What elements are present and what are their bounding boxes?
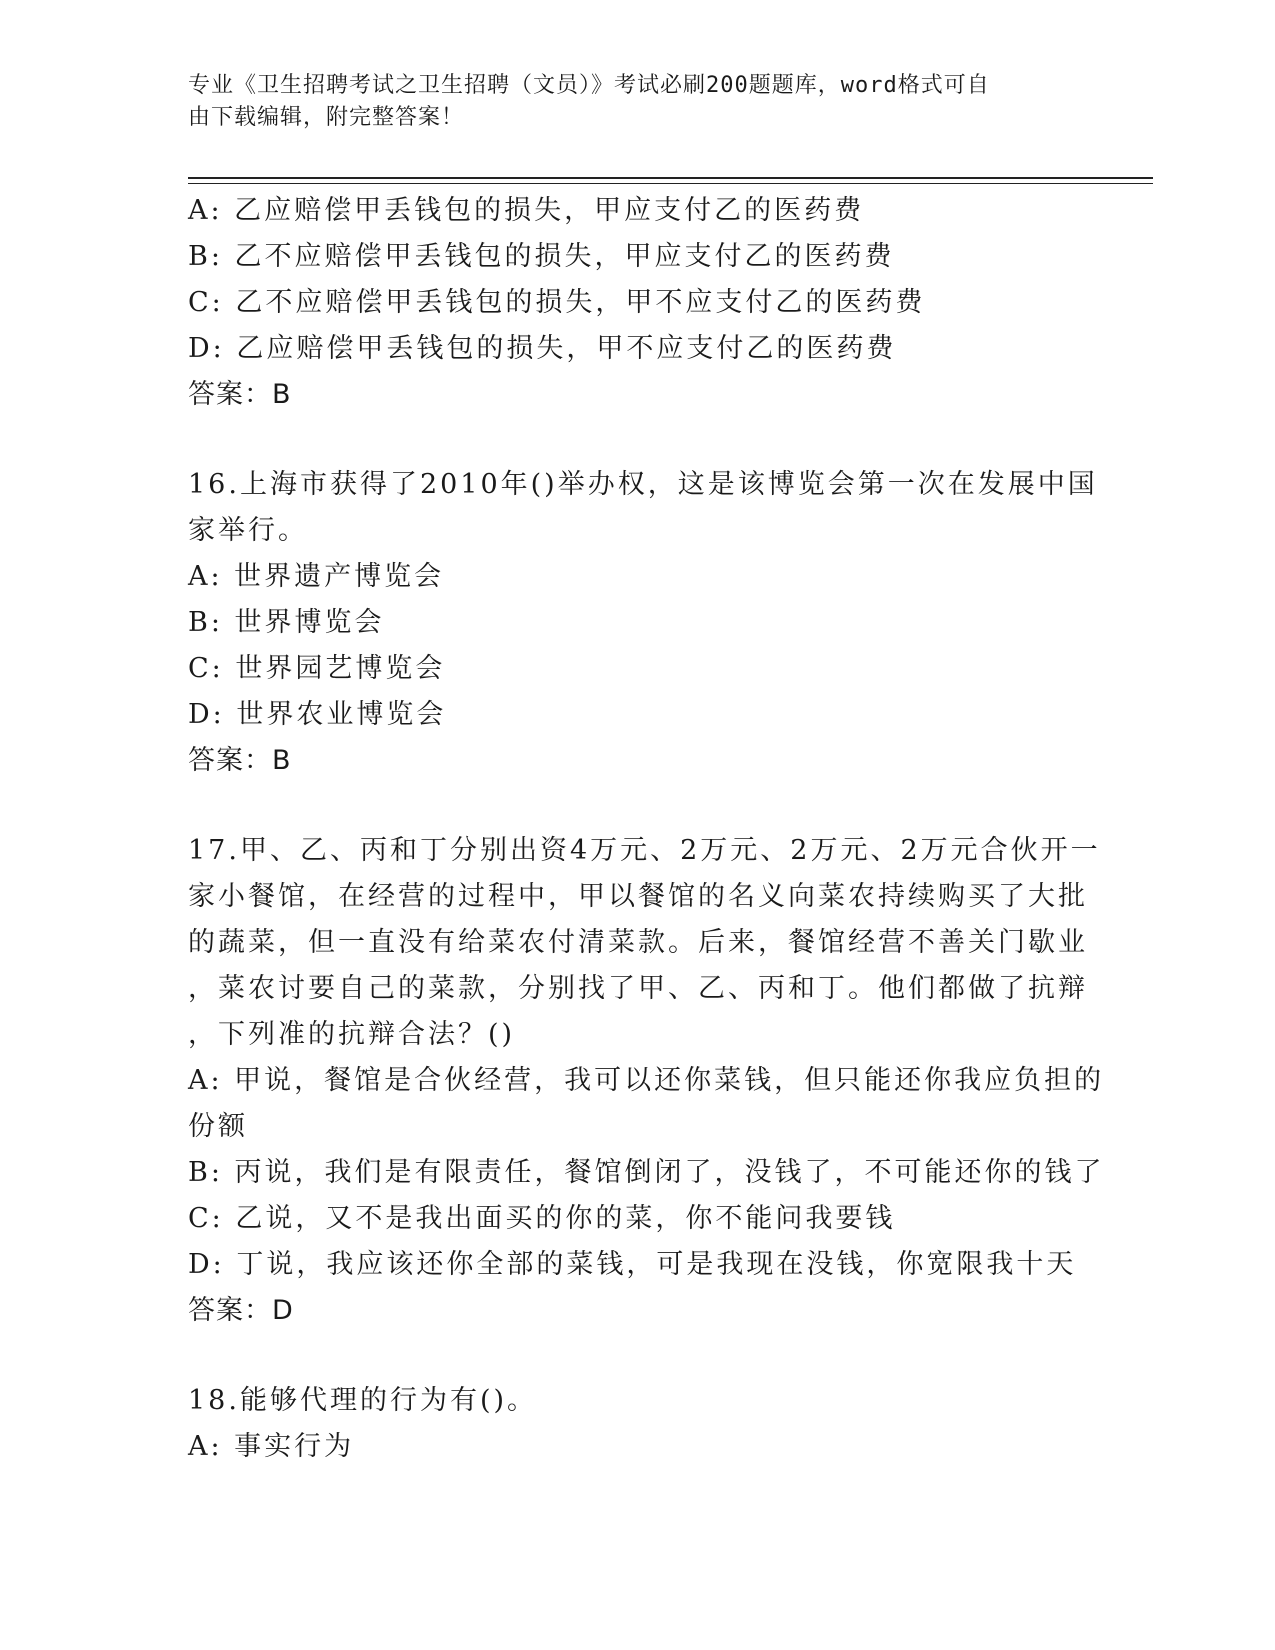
question-17-block: [188, 828, 1105, 1334]
question-text-line: 18.能够代理的行为有()。: [188, 1385, 538, 1416]
spacer: [188, 1334, 1088, 1378]
option-a: A: 乙应赔偿甲丢钱包的损失，甲应支付乙的医药费: [188, 195, 865, 226]
question-text-line: 家小餐馆，在经营的过程中，甲以餐馆的名义向菜农持续购买了大批: [188, 881, 1088, 912]
header-divider-thick: [188, 177, 1153, 179]
question-text-line: 的蔬菜，但一直没有给菜农付清菜款。后来，餐馆经营不善关门歇业: [188, 927, 1088, 958]
header-title-line-2: 由下载编辑，附完整答案！: [188, 105, 465, 130]
option-d: D: 世界农业博览会: [188, 699, 447, 730]
option-a: A: 世界遗产博览会: [188, 561, 445, 592]
question-text-line: 17.甲、乙、丙和丁分别出资4万元、2万元、2万元、2万元合伙开一: [188, 835, 1101, 866]
header-title-line-1: 专业《卫生招聘考试之卫生招聘（文员）》考试必刷200题题库，word格式可自: [188, 73, 990, 98]
option-c: C: 乙说，又不是我出面买的你的菜，你不能问我要钱: [188, 1203, 896, 1234]
option-b: B: 丙说，我们是有限责任，餐馆倒闭了，没钱了，不可能还你的钱了: [188, 1157, 1105, 1188]
question-text-line: ，菜农讨要自己的菜款，分别找了甲、乙、丙和丁。他们都做了抗辩: [188, 973, 1088, 1004]
question-18-block: [188, 1378, 1088, 1470]
answer-line: 答案：B: [188, 745, 292, 776]
answer-line: 答案：B: [188, 379, 292, 410]
option-b: B: 乙不应赔偿甲丢钱包的损失，甲应支付乙的医药费: [188, 241, 895, 272]
option-d: D: 乙应赔偿甲丢钱包的损失，甲不应支付乙的医药费: [188, 333, 897, 364]
question-15-block: [188, 188, 1088, 418]
option-a: A: 事实行为: [188, 1431, 355, 1462]
option-c: C: 世界园艺博览会: [188, 653, 446, 684]
question-text-line: 家举行。: [188, 515, 308, 546]
question-text-line: 16.上海市获得了2010年()举办权，这是该博览会第一次在发展中国: [188, 469, 1098, 500]
option-a-continued: 份额: [188, 1111, 248, 1142]
option-d: D: 丁说，我应该还你全部的菜钱，可是我现在没钱，你宽限我十天: [188, 1249, 1077, 1280]
option-b: B: 世界博览会: [188, 607, 385, 638]
option-c: C: 乙不应赔偿甲丢钱包的损失，甲不应支付乙的医药费: [188, 287, 926, 318]
answer-line: 答案：D: [188, 1295, 294, 1326]
header-divider-thin: [188, 183, 1153, 184]
question-content: [188, 188, 1105, 1470]
option-a: A: 甲说，餐馆是合伙经营，我可以还你菜钱，但只能还你我应负担的: [188, 1065, 1105, 1096]
spacer: [188, 418, 1088, 462]
document-header: [188, 70, 1078, 134]
question-16-block: [188, 462, 1098, 784]
question-text-line: ，下列准的抗辩合法？(): [188, 1019, 516, 1050]
spacer: [188, 784, 1088, 828]
